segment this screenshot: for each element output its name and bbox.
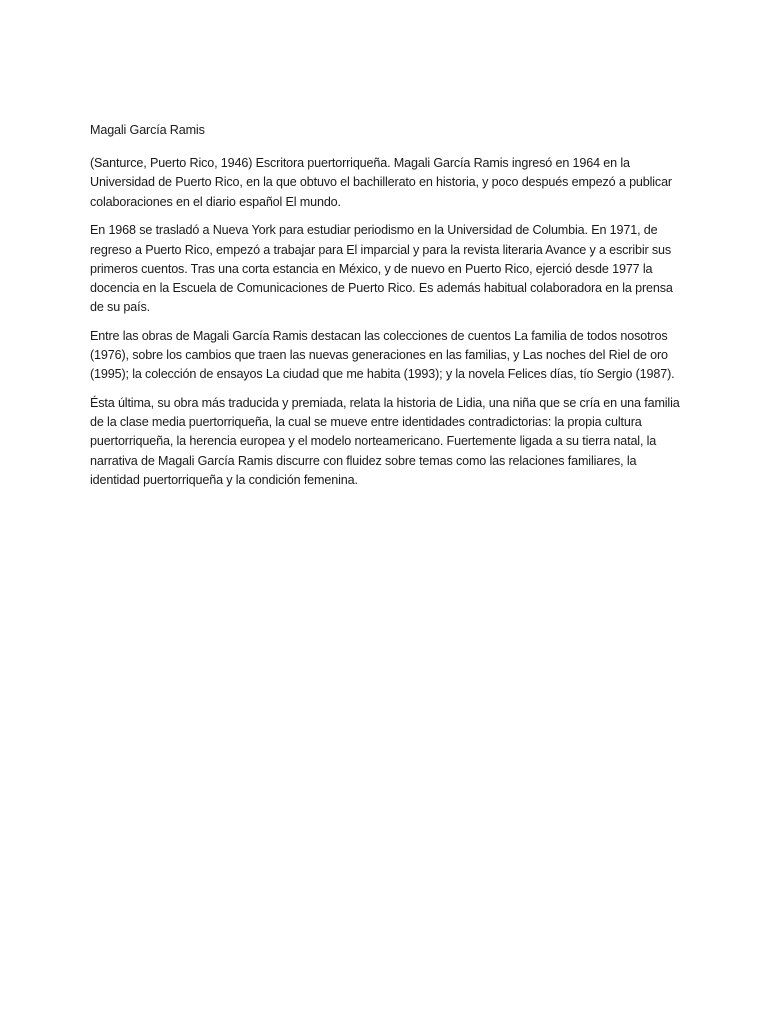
paragraph-works: Entre las obras de Magali García Ramis destacan las colecciones de cuentos La familia de todos nosotros (1976), sobre los cambios que traen las nuevas generaciones en las familias, y Las noches del Riel de oro (1995); la colección de ensayos La ciudad que me habita (1993); y la novela Felices días, tío Sergio (1987).: [90, 328, 675, 382]
paragraph-career: En 1968 se trasladó a Nueva York para estudiar periodismo en la Universidad de Columbia. En 1971, de regreso a Puerto Rico, empezó a trabajar para El imparcial y para la revista literaria Avance y a escribir sus primeros cuentos. Tras una corta estancia en México, y de nuevo en Puerto Rico, ejerció desde 1977 la docencia en la Escuela de Comunicaciones de Puerto Rico. Es además habitual colaboradora en la prensa de su país.: [90, 223, 673, 315]
paragraph-novel: Ésta última, su obra más traducida y premiada, relata la historia de Lidia, una niña que se cría en una familia de la clase media puertorriqueña, la cual se mueve entre identidades contradictorias: la propia cultura puertorriqueña, la herencia europea y el modelo norteamericano. Fuertemente ligada a su tierra natal, la narrativa de Magali García Ramis discurre con fluidez sobre temas como las relaciones familiares, la identidad puertorriqueña y la condición femenina.: [90, 395, 680, 487]
paragraph-biography-intro: (Santurce, Puerto Rico, 1946) Escritora puertorriqueña. Magali García Ramis ingresó en 1964 en la Universidad de Puerto Rico, en la que obtuvo el bachillerato en historia, y poco después empezó a publicar colaboraciones en el diario español El mundo.: [90, 156, 672, 209]
document-body: [90, 121, 682, 499]
document-title: Magali García Ramis: [90, 123, 205, 137]
